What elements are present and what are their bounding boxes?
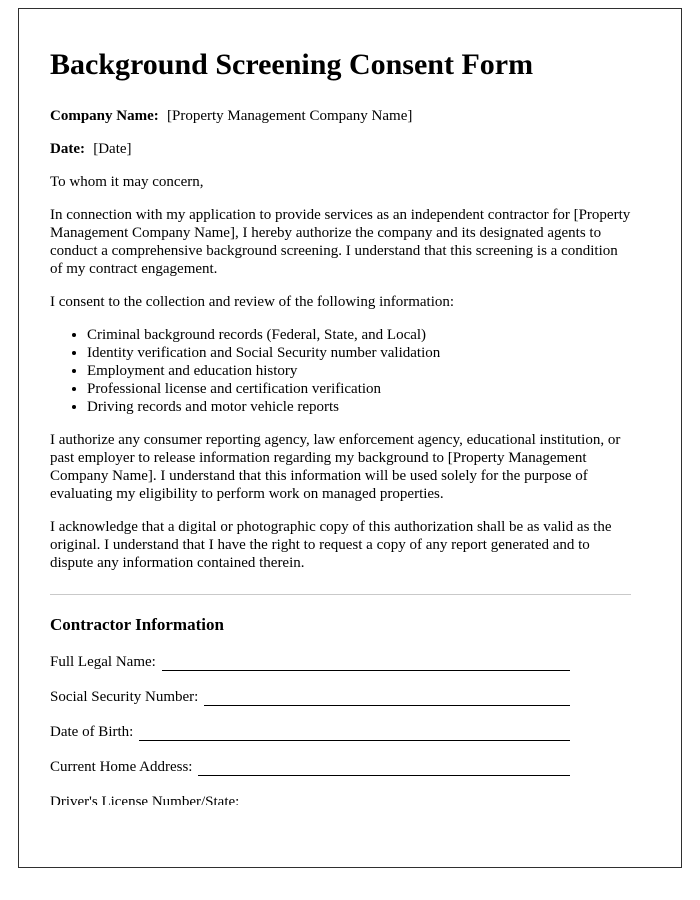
date-line (50, 140, 631, 158)
social-security-number-input-line[interactable] (204, 691, 570, 706)
paragraph-release: I authorize any consumer reporting agency, law enforcement agency, educational institution, or past employer to release information regarding my background to [Property Management Company Name]. I understand that this information will be used solely for the purpose of evaluating my eligibility to perform work on managed properties. (50, 431, 621, 502)
field-row-current-home-address (50, 758, 570, 776)
date-label: Date: (50, 140, 85, 157)
document-content (19, 9, 681, 805)
field-row-social-security-number (50, 688, 570, 706)
full-legal-name-label: Full Legal Name: (50, 653, 156, 670)
consent-item: • Employment and education history (87, 362, 631, 380)
date-value: [Date] (93, 140, 132, 157)
company-name-label: Company Name: (50, 107, 159, 124)
current-home-address-input-line[interactable] (198, 761, 570, 776)
drivers-license-label: Driver's License Number/State: (50, 793, 240, 805)
consent-item: • Criminal background records (Federal, State, and Local) (87, 326, 631, 344)
drivers-license-input-line[interactable] (245, 796, 570, 806)
salutation: To whom it may concern, (50, 173, 204, 190)
date-of-birth-label: Date of Birth: (50, 723, 134, 740)
paragraph-acknowledgement: I acknowledge that a digital or photographic copy of this authorization shall be as valid as the original. I understand that I have the right to request a copy of any report generated and to dispute any information contained therein. (50, 518, 612, 571)
full-legal-name-input-line[interactable] (162, 656, 570, 671)
consent-list (50, 326, 631, 416)
section-divider (50, 594, 631, 595)
document-page (18, 8, 682, 868)
contractor-information-heading: Contractor Information (50, 614, 224, 634)
company-name-line (50, 107, 631, 125)
current-home-address-label: Current Home Address: (50, 758, 193, 775)
field-row-drivers-license (50, 793, 570, 806)
field-row-full-legal-name (50, 653, 570, 671)
consent-intro: I consent to the collection and review of the following information: (50, 293, 455, 310)
date-of-birth-input-line[interactable] (139, 726, 570, 741)
consent-item: • Driving records and motor vehicle reports (87, 398, 631, 416)
paragraph-authorization: In connection with my application to provide services as an independent contractor for [Property Management Company Name], I hereby authorize the company and its designated agents to conduct a comprehensive background screening. I understand that this screening is a condition of my contract engagement. (50, 206, 631, 277)
field-row-date-of-birth (50, 723, 570, 741)
consent-item: • Professional license and certification verification (87, 380, 631, 398)
company-name-value: [Property Management Company Name] (167, 107, 413, 124)
consent-item: • Identity verification and Social Security number validation (87, 344, 631, 362)
social-security-number-label: Social Security Number: (50, 688, 199, 705)
form-title: Background Screening Consent Form (50, 48, 534, 81)
